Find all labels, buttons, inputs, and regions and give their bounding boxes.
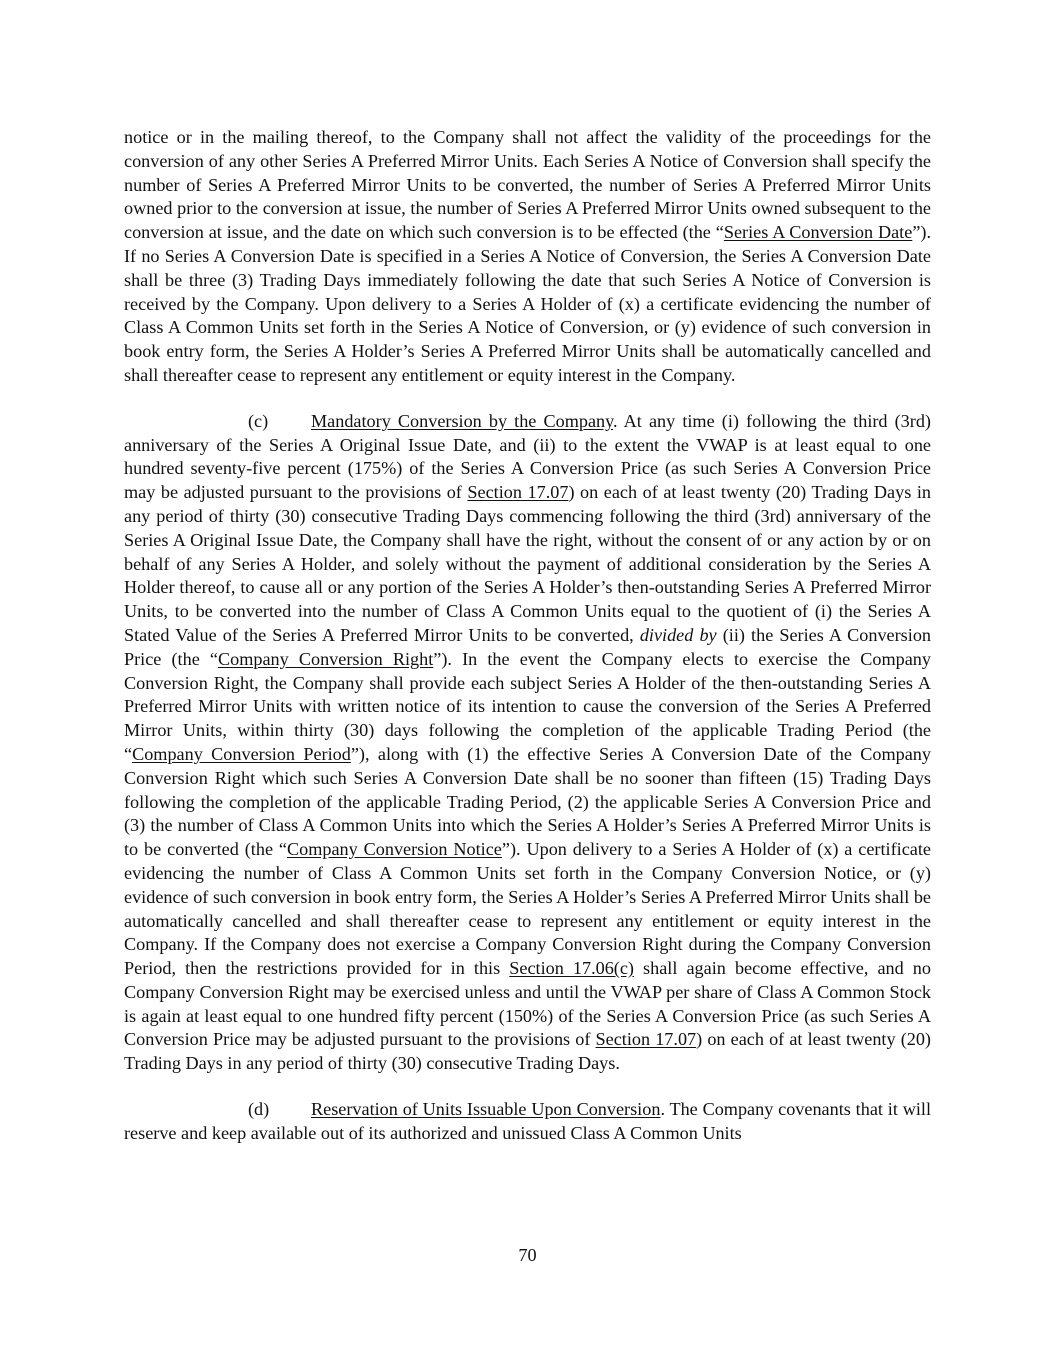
section-reference: Section 17.07 [467,482,569,503]
italic-phrase: divided by [639,624,717,645]
text-run: . At any time (i) following the third (3rd) anniversary of the Series A Original Issue Date, and (ii) to the extent the VWAP is at least equal to one hundred seventy-five percent (175%) of the Series A Conversion Price (as such Series A Conversion Price may be adjusted pursuant to the provisions of [124,410,931,503]
defined-term-company-conversion-notice: Company Conversion Notice [287,839,502,860]
defined-term-company-conversion-period: Company Conversion Period [132,743,351,764]
paragraph-d [124,1098,931,1146]
defined-term-series-a-conversion-date: Series A Conversion Date [723,222,913,243]
page-number: 70 [518,1245,537,1265]
text-run: . The Company covenants that it will reserve and keep available out of its authorized and unissued Class A Common Units [124,1099,931,1143]
paragraph-enumerator: (c) [248,410,269,431]
text-run: ”). If no Series A Conversion Date is specified in a Series A Notice of Conversion, the Series A Conversion Date shall be three (3) Trading Days immediately following the date that such Series A Notice of Conversion is received by the Company. Upon delivery to a Series A Holder of (x) a certificate evidencing the number of Class A Common Units set forth in the Series A Notice of Conversion, or (y) evidence of such conversion in book entry form, the Series A Holder’s Series A Preferred Mirror Units shall be automatically cancelled and shall thereafter cease to represent any entitlement or equity interest in the Company. [124,222,932,385]
text-run: (ii) the Series A Conversion Price (the “ [124,624,932,669]
text-run: ) on each of at least twenty (20) Trading Days in any period of thirty (30) consecutive Trading Days. [124,1029,931,1074]
section-reference: Section 17.06(c) [509,958,634,979]
paragraph-b-continuation [124,126,931,388]
text-run: notice or in the mailing thereof, to the Company shall not affect the validity of the proceedings for the conversion of any other Series A Preferred Mirror Units. Each Series A Notice of Conversion shall specify the number of Series A Preferred Mirror Units to be converted, the number of Series A Preferred Mirror Units owned prior to the conversion at issue, the number of Series A Preferred Mirror Units owned subsequent to the conversion at issue, and the date on which such conversion is to be effected (the “ [124,127,931,243]
defined-term-company-conversion-right: Company Conversion Right [217,648,434,669]
document-body [124,126,931,1146]
text-run: ) on each of at least twenty (20) Trading Days in any period of thirty (30) consecutive Trading Days commencing following the third (3rd) anniversary of the Series A Original Issue Date, the Company shall have the right, without the consent of or any action by or on behalf of any Series A Holder, and solely without the payment of additional consideration by the Series A Holder thereof, to cause all or any portion of the Series A Holder’s then-outstanding Series A Preferred Mirror Units, to be converted into the number of Class A Common Units equal to the quotient of (i) the Series A Stated Value of the Series A Preferred Mirror Units to be converted, [124,482,931,645]
text-run: shall again become effective, and no Company Conversion Right may be exercised unless and until the VWAP per share of Class A Common Stock is again at least equal to one hundred fifty percent (150%) of the Series A Conversion Price (as such Series A Conversion Price may be adjusted pursuant to the provisions of [124,958,931,1050]
text-run: ”). In the event the Company elects to exercise the Company Conversion Right, the Company shall provide each subject Series A Holder of the then-outstanding Series A Preferred Mirror Units with written notice of its intention to cause the conversion of the Series A Preferred Mirror Units, within thirty (30) days following the completion of the applicable Trading Period (the “ [124,648,931,764]
text-run: ”), along with (1) the effective Series A Conversion Date of the Company Conversion Right which such Series A Conversion Date shall be no sooner than fifteen (15) Trading Days following the completion of the applicable Trading Period, (2) the applicable Series A Conversion Price and (3) the number of Class A Common Units into which the Series A Holder’s Series A Preferred Mirror Units is to be converted (the “ [124,743,931,860]
paragraph-c [124,410,931,1076]
text-run: ”). Upon delivery to a Series A Holder of (x) a certificate evidencing the number of Class A Common Units set forth in the Company Conversion Notice, or (y) evidence of such conversion in book entry form, the Series A Holder’s Series A Preferred Mirror Units shall be automatically cancelled and shall thereafter cease to represent any entitlement or equity interest in the Company. If the Company does not exercise a Company Conversion Right during the Company Conversion Period, then the restrictions provided for in this [124,839,931,979]
paragraph-enumerator: (d) [248,1099,270,1120]
paragraph-heading: Mandatory Conversion by the Company [311,410,614,431]
paragraph-heading: Reservation of Units Issuable Upon Conversion [311,1099,661,1120]
section-reference: Section 17.07 [595,1029,697,1050]
